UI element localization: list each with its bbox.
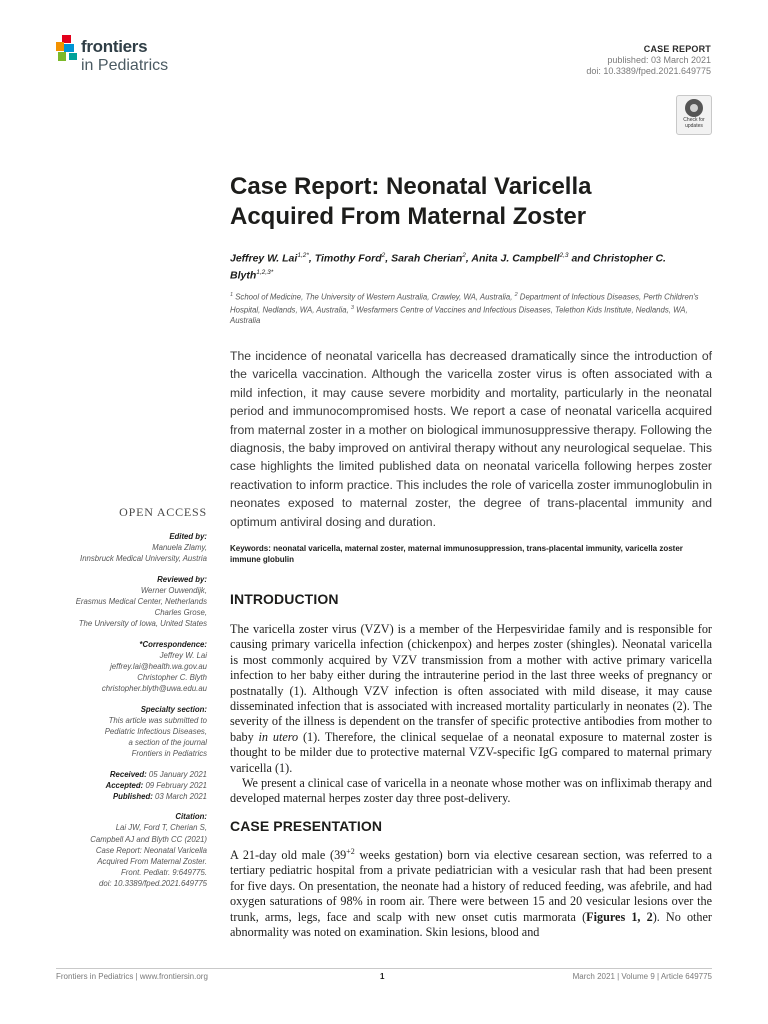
author-name[interactable]: Sarah Cherian (391, 252, 463, 265)
sidebar-line: Pediatric Infectious Diseases, (104, 727, 207, 737)
sidebar-line: Erasmus Medical Center, Netherlands (75, 597, 207, 607)
accepted-date: Accepted: 09 February 2021 (105, 780, 207, 790)
affiliations (230, 290, 710, 326)
footer-divider (56, 968, 712, 969)
published-date: published: 03 March 2021 (607, 55, 711, 65)
reviewed-by-label: Reviewed by: (157, 574, 207, 584)
sidebar-line: Frontiers in Pediatrics (131, 749, 207, 759)
sidebar-line: doi: 10.3389/fped.2021.649775 (99, 879, 207, 889)
bookmark-icon (685, 99, 703, 117)
sidebar-line: Jeffrey W. Lai (159, 650, 207, 660)
sidebar-line: Lai JW, Ford T, Cherian S, (115, 823, 207, 833)
author-list: Jeffrey W. Lai$^{1,2*}$, Timothy Ford$^2$, Sarah Cherian$^2$, Anita J. Campbell$^{2,3}$ and Christopher C. Blyth$^{1,2,3*}$ (230, 252, 666, 281)
edited-by-label: Edited by: (169, 532, 207, 541)
article-type: CASE REPORT (643, 44, 711, 54)
figures-link[interactable]: Figures 1, 2 (586, 909, 653, 924)
keywords-list: neonatal varicella, maternal zoster, maternal immunosuppression, trans-placental immunity, varicella zoster immune globulin (230, 544, 683, 564)
correspondence-list[interactable] (40, 650, 207, 695)
correspondence-label: *Correspondence: (139, 639, 207, 649)
footer-journal-link[interactable]: Frontiers in Pediatrics | www.frontiersin.org (56, 972, 208, 981)
author-name[interactable]: Timothy Ford (314, 252, 382, 265)
journal-name: in Pediatrics (81, 57, 169, 74)
introduction-text (230, 622, 712, 807)
affiliation-marker: 2 (514, 292, 518, 298)
frontiers-logo-icon (56, 35, 78, 63)
reviewed-by-list (40, 585, 207, 630)
sidebar-line: Christopher C. Blyth (137, 673, 207, 683)
sidebar-line: Charles Grose, (154, 608, 207, 618)
intro-paragraph-2: We present a clinical case of varicella in a neonate whose mother was on infliximab therapy and developed maternal herpes zoster day three post-delivery. (230, 776, 712, 806)
article-info-sidebar (40, 531, 207, 890)
case-paragraph-1: A 21-day old male ($39^{+2}$ weeks gestation) born via elective cesarean section, was referred to a tertiary pediatric hospital from a private pediatrician with a vesicular rash that had been present for five days. On presentation, the neonate had a history of reduced feeding, was afebrile, and had oxygen saturations of 98% in room air. There were between 15 and 20 vesicular lesions over the trunk, arms, legs, face and scalp with new onset cutis marmorata (Figures 1, 2). No other abnormality was noted on examination. Skin lesions, blood and (230, 846, 712, 940)
sidebar-line: Werner Ouwendijk, (140, 585, 207, 595)
intro-paragraph-1: The varicella zoster virus (VZV) is a member of the Herpesviridae family and is responsible for causing primary varicella infection (chickenpox) and herpes zoster (shingles). Neonatal varicella is most commonly acquired by VZV transmission from a mother with active primary varicella infection to her baby either during the intrauterine period in the last three weeks of pregnancy or postnatally (1). Although VZV infection is often associated with mild disease, it may cause disseminated infection that is associated with increased mortality particularly in neonates (2). The severity of the illness is dependent on the transfer of specific protective antibodies from mother to baby in utero (1). Therefore, the clinical sequelae of a neonatal exposure to maternal zoster is thought to be milder due to protective maternal VZV-specific IgG compared to maternal primary varicella (1). (230, 622, 712, 775)
keywords-label: Keywords: (230, 544, 271, 553)
affiliation-text: School of Medicine, The University of Western Australia, Crawley, WA, Australia, (233, 292, 515, 302)
citation-list (40, 822, 207, 889)
author-name[interactable]: Christopher C. Blyth (230, 252, 666, 281)
affiliation-text: Department of Infectious Diseases, Perth Children's Hospital, Nedlands, WA, Australia, (230, 292, 699, 315)
received-date: Received: 05 January 2021 (109, 769, 207, 779)
section-heading-introduction: INTRODUCTION (230, 591, 339, 607)
sidebar-line: Acquired From Maternal Zoster. (97, 857, 207, 867)
sidebar-line: This article was submitted to (108, 715, 207, 725)
sidebar-line: a section of the journal (128, 738, 207, 748)
sidebar-line: The University of Iowa, United States (78, 619, 207, 629)
page-number: 1 (380, 972, 385, 981)
abstract: The incidence of neonatal varicella has decreased dramatically since the introduction of the varicella vaccination. Although the varicella zoster virus is often associated with a mild infection, it may cause severe morbidity and mortality, particularly in the neonatal period and immunocompromised hosts. We report a case of neonatal varicella acquired from maternal zoster in a mother on biological immunosuppressive therapy. Following the diagnosis, the baby improved on antiviral therapy without any neurological sequelae. This case highlights the limited published data on neonatal varicella following herpes zoster reactivation to inform practice. This includes the role of varicella zoster immunoglobulin in neonates exposed to maternal zoster, the degree of trans-placental immunity and optimum antiviral dosing and duration. (230, 349, 712, 529)
author-affiliation-marker: 1,2,3* (256, 268, 274, 276)
sidebar-line: Front. Pediatr. 9:649775. (121, 868, 207, 878)
affiliation-text: Wesfarmers Centre of Vaccines and Infectious Diseases, Telethon Kids Institute, Nedlands, WA, Australia (230, 305, 688, 326)
specialty-list (40, 715, 207, 760)
author-affiliation-marker: 1,2* (297, 252, 309, 259)
author-name[interactable]: Jeffrey W. Lai (230, 252, 298, 265)
specialty-label: Specialty section: (140, 704, 207, 714)
case-presentation-text (230, 848, 712, 940)
journal-logo[interactable] (56, 33, 196, 81)
brand-name: frontiers (81, 37, 148, 56)
sidebar-line: Campbell AJ and Blyth CC (2021) (90, 834, 207, 844)
affiliation-marker: 3 (350, 304, 354, 311)
article-doi[interactable]: doi: 10.3389/fped.2021.649775 (586, 66, 711, 76)
sidebar-line: christopher.blyth@uwa.edu.au (101, 684, 207, 694)
citation-label: Citation: (175, 812, 207, 822)
sidebar-line: Innsbruck Medical University, Austria (80, 554, 207, 564)
author-name[interactable]: Anita J. Campbell (471, 252, 560, 265)
author-affiliation-marker: 2 (381, 252, 386, 259)
article-dates (40, 769, 207, 803)
author-affiliation-marker: 2 (462, 252, 466, 259)
affiliation-marker: 1 (230, 292, 234, 298)
keywords (230, 543, 712, 565)
section-heading-case-presentation: CASE PRESENTATION (230, 818, 383, 834)
sidebar-line: Manuela Zlamy, (152, 543, 207, 553)
article-meta (586, 44, 711, 77)
open-access-label: OPEN ACCESS (119, 505, 207, 519)
edited-by-list (40, 542, 207, 564)
footer-issue-info: March 2021 | Volume 9 | Article 649775 (572, 972, 712, 981)
check-for-updates-badge[interactable] (676, 95, 712, 135)
author-affiliation-marker: 2,3 (559, 252, 569, 259)
article-title: Case Report: Neonatal Varicella Acquired From Maternal Zoster (230, 173, 592, 230)
sidebar-line: jeffrey.lai@health.wa.gov.au (110, 662, 207, 672)
sidebar-line: Case Report: Neonatal Varicella (95, 845, 207, 855)
published-date-sidebar: Published: 03 March 2021 (112, 792, 207, 802)
check-updates-label: Check for updates (683, 117, 705, 129)
